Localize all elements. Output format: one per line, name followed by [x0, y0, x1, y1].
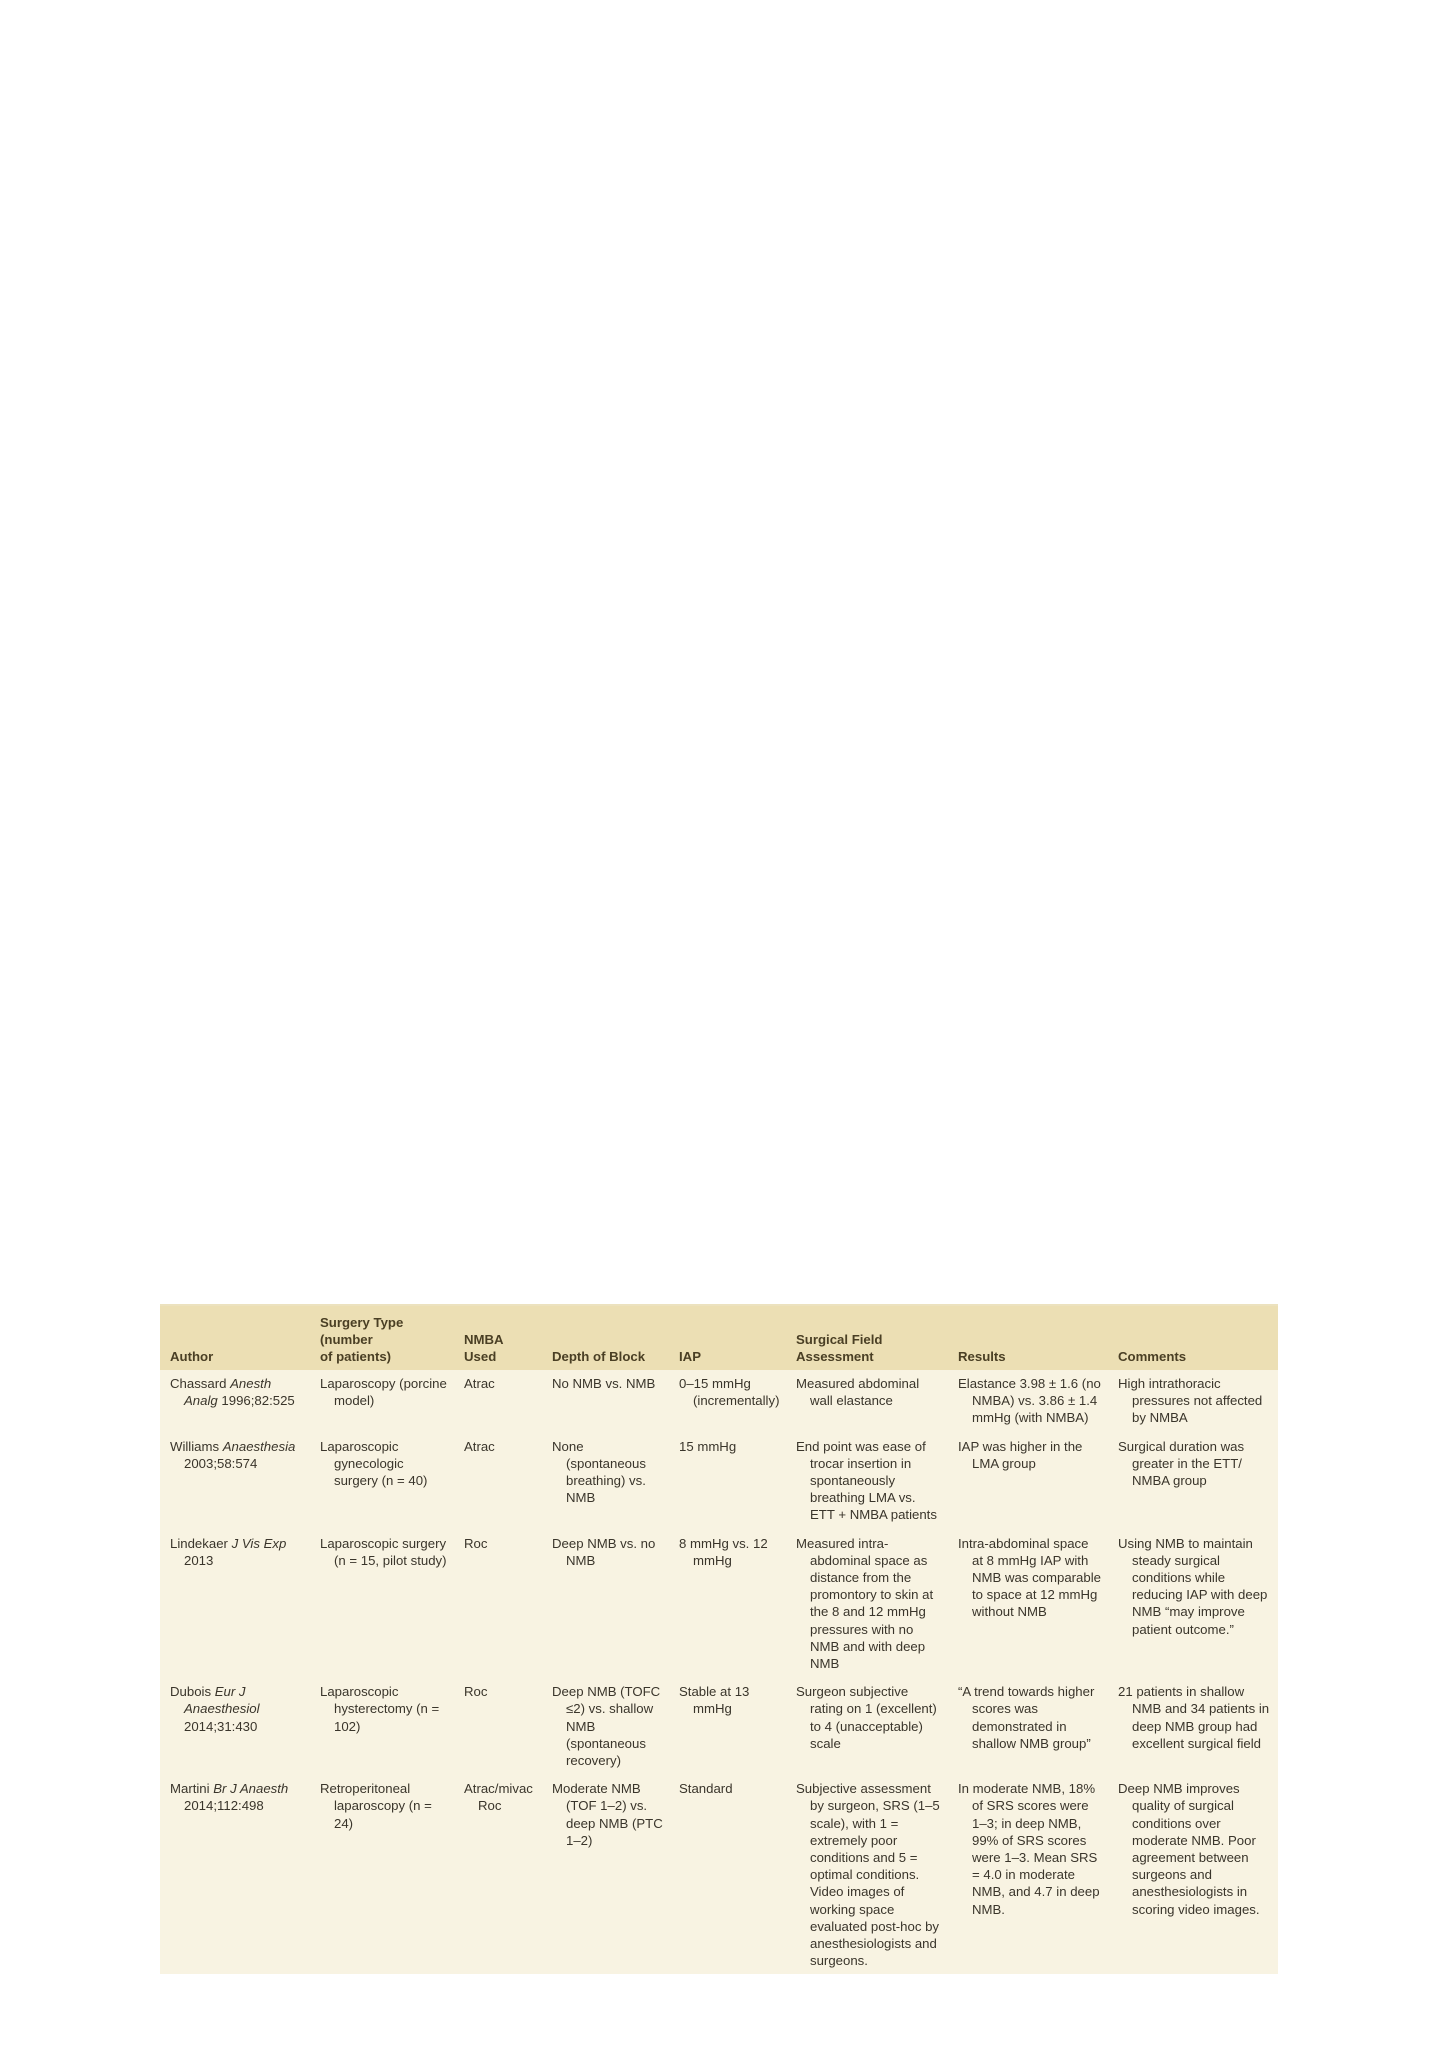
table-row: [160, 1370, 1278, 1433]
cell-comments: [1108, 1530, 1278, 1679]
cell-nmba: [454, 1433, 542, 1530]
author-ref: 2013: [184, 1552, 214, 1568]
depth-text: Deep NMB (TOFC ≤2) vs. shallow NMB (spontaneous recovery): [552, 1684, 661, 1769]
cell-assessment: [786, 1433, 948, 1530]
table-row: [160, 1530, 1278, 1679]
iap-text: Stable at 13 mmHg: [679, 1684, 750, 1717]
author-journal: Br J Anaesth: [213, 1781, 289, 1797]
cell-results: [948, 1370, 1108, 1433]
comments-text: Using NMB to maintain steady surgical conditions while reducing IAP with deep NMB “may improve patient outcome.”: [1118, 1535, 1268, 1637]
cell-nmba: [454, 1678, 542, 1775]
iap-text: 15 mmHg: [679, 1438, 737, 1454]
author-name: Lindekaer: [170, 1535, 232, 1551]
cell-comments: [1108, 1370, 1278, 1433]
cell-depth: [542, 1530, 669, 1679]
cell-assessment: [786, 1530, 948, 1679]
table-row: [160, 1433, 1278, 1530]
iap-text: 0–15 mmHg (incrementally): [679, 1376, 780, 1409]
author-journal: Anesth Analg: [184, 1376, 272, 1409]
nmba-text: Atrac: [464, 1438, 495, 1454]
results-text: “A trend towards higher scores was demonstrated in shallow NMB group”: [958, 1684, 1095, 1751]
author-name: Chassard: [170, 1376, 231, 1391]
comments-text: 21 patients in shallow NMB and 34 patients in deep NMB group had excellent surgical field: [1118, 1684, 1270, 1751]
assessment-text: Measured abdominal wall elastance: [796, 1376, 920, 1409]
cell-assessment: [786, 1678, 948, 1775]
nmba-text: Atrac/mivac Roc: [464, 1781, 533, 1814]
nmba-text: Roc: [464, 1684, 488, 1700]
header-comments: Comments: [1118, 1349, 1187, 1364]
cell-nmba: [454, 1530, 542, 1679]
cell-iap: [669, 1678, 786, 1775]
cell-surgery: [310, 1433, 454, 1530]
cell-author: [160, 1370, 310, 1433]
header-results: Results: [958, 1349, 1006, 1364]
cell-nmba: [454, 1775, 542, 1973]
cell-comments: [1108, 1775, 1278, 1973]
cell-author: [160, 1678, 310, 1775]
cell-results: [948, 1433, 1108, 1530]
surgery-text: Laparoscopic surgery (n = 15, pilot study): [320, 1535, 447, 1568]
cell-depth: [542, 1433, 669, 1530]
cell-results: [948, 1678, 1108, 1775]
depth-text: None (spontaneous breathing) vs. NMB: [552, 1438, 646, 1506]
author-ref: 2003;58:574: [184, 1455, 258, 1471]
results-text: Intra-abdominal space at 8 mmHg IAP with NMB was comparable to space at 12 mmHg without NMB: [958, 1535, 1101, 1620]
header-surgical-field-assessment: Surgical Field Assessment: [796, 1332, 883, 1364]
header-author: Author: [170, 1349, 214, 1364]
cell-author: [160, 1530, 310, 1679]
study-table-container: [160, 1304, 1278, 1974]
author-ref: 2014;112:498: [184, 1798, 264, 1814]
cell-depth: [542, 1370, 669, 1433]
cell-iap: [669, 1530, 786, 1679]
depth-text: Moderate NMB (TOF 1–2) vs. deep NMB (PTC 1–2): [552, 1781, 663, 1848]
cell-nmba: [454, 1370, 542, 1433]
nmba-text: Atrac: [464, 1376, 495, 1391]
assessment-text: Subjective assessment by surgeon, SRS (1–5 scale), with 1 = extremely poor conditions and 5 = optimal conditions. Video images of working space evaluated post-hoc by anesthesiologists and surgeons.: [796, 1781, 940, 1969]
cell-results: [948, 1530, 1108, 1679]
results-text: In moderate NMB, 18% of SRS scores were 1–3; in deep NMB, 99% of SRS scores were 1–3. Mean SRS = 4.0 in moderate NMB, and 4.7 in deep NMB.: [958, 1781, 1100, 1917]
nmb-studies-table: [160, 1306, 1278, 1974]
cell-iap: [669, 1775, 786, 1973]
author-ref: 2014;31:430: [184, 1718, 258, 1734]
depth-text: No NMB vs. NMB: [552, 1376, 656, 1391]
author-journal: J Vis Exp: [231, 1535, 287, 1551]
author-name: Williams: [170, 1438, 223, 1454]
author-journal: Anaesthesia: [222, 1438, 296, 1454]
surgery-text: Laparoscopy (porcine model): [320, 1376, 447, 1409]
cell-surgery: [310, 1530, 454, 1679]
assessment-text: Measured intra-abdominal space as distance from the promontory to skin at the 8 and 12 mmHg pressures with no NMB and with deep NMB: [796, 1535, 934, 1672]
cell-comments: [1108, 1678, 1278, 1775]
assessment-text: Surgeon subjective rating on 1 (excellent) to 4 (unacceptable) scale: [796, 1684, 937, 1751]
comments-text: Surgical duration was greater in the ETT/ NMBA group: [1118, 1438, 1245, 1489]
nmba-text: Roc: [464, 1535, 488, 1551]
header-surgery-type: Surgery Type (number of patients): [320, 1315, 404, 1364]
cell-author: [160, 1433, 310, 1530]
table-row: [160, 1678, 1278, 1775]
cell-surgery: [310, 1775, 454, 1973]
results-text: Elastance 3.98 ± 1.6 (no NMBA) vs. 3.86 ± 1.4 mmHg (with NMBA): [958, 1376, 1101, 1426]
cell-assessment: [786, 1775, 948, 1973]
cell-comments: [1108, 1433, 1278, 1530]
cell-surgery: [310, 1678, 454, 1775]
surgery-text: Laparoscopic hysterectomy (n = 102): [320, 1684, 440, 1734]
cell-assessment: [786, 1370, 948, 1433]
iap-text: Standard: [679, 1781, 733, 1797]
author-name: Dubois: [170, 1684, 215, 1700]
cell-iap: [669, 1433, 786, 1530]
comments-text: High intrathoracic pressures not affected by NMBA: [1118, 1376, 1263, 1426]
comments-text: Deep NMB improves quality of surgical conditions over moderate NMB. Poor agreement between surgeons and anesthesiologists in scoring video images.: [1118, 1781, 1260, 1917]
table-row: [160, 1775, 1278, 1973]
cell-results: [948, 1775, 1108, 1973]
table-header-row: [160, 1306, 1278, 1370]
header-nmba-used: NMBA Used: [464, 1332, 504, 1364]
assessment-text: End point was ease of trocar insertion in spontaneously breathing LMA vs. ETT + NMBA patients: [796, 1438, 937, 1523]
author-ref: 1996;82:525: [217, 1393, 295, 1409]
cell-surgery: [310, 1370, 454, 1433]
cell-iap: [669, 1370, 786, 1433]
header-iap: IAP: [679, 1349, 701, 1364]
cell-depth: [542, 1678, 669, 1775]
results-text: IAP was higher in the LMA group: [958, 1438, 1083, 1471]
author-name: Martini: [170, 1781, 214, 1797]
surgery-text: Laparoscopic gynecologic surgery (n = 40): [320, 1438, 428, 1489]
cell-depth: [542, 1775, 669, 1973]
cell-author: [160, 1775, 310, 1973]
iap-text: 8 mmHg vs. 12 mmHg: [679, 1535, 768, 1568]
depth-text: Deep NMB vs. no NMB: [552, 1535, 656, 1568]
surgery-text: Retroperitoneal laparoscopy (n = 24): [320, 1781, 432, 1831]
author-journal: Eur J Anaesthesiol: [184, 1684, 260, 1717]
header-depth-of-block: Depth of Block: [552, 1349, 646, 1364]
